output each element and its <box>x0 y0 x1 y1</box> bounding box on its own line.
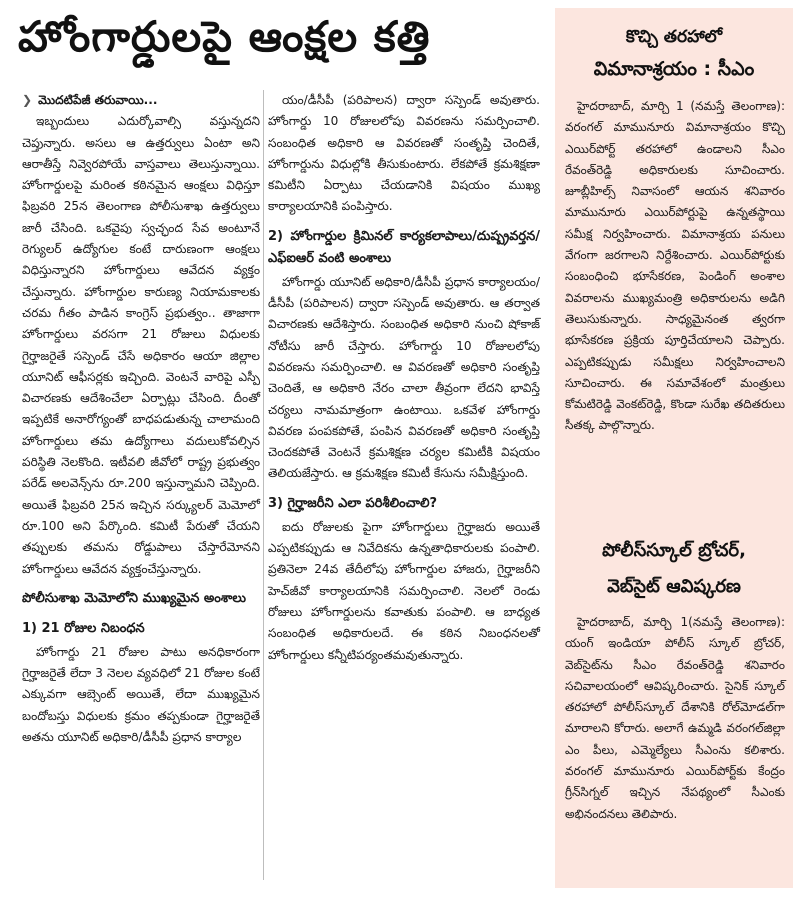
continued-kicker <box>22 90 260 111</box>
article-paragraph: యం/డీసీపీ (పరిపాలన) ద్వారా సస్పెండ్ అవుతారు. హోంగార్డు 10 రోజులలోపు వివరణను సమర్పించాలి. సంబంధిత అధికారి ఆ వివరణతో సంతృప్తి చెందితే, హోంగార్డును విధుల్లోకి తీసుకుంటారు. లేకపోతే క్రమశిక్షణా కమిటీని ఏర్పాటు చేయడానికి విషయం ముఖ్య కార్యాలయానికి పంపిస్తారు. <box>268 93 540 214</box>
article-paragraph: ఐదు రోజులకు పైగా హోంగార్డులు గైర్హాజరు అయితే ఎప్పటికప్పుడు ఆ నివేదికను ఉన్నతాధికారులకు పంపాలి. ప్రతినెలా 24వ తేదీలోపు హోంగార్డుల హాజరు, గైర్హాజరీని హెచ్‌జీవో కార్యాలయానికి సమర్పించాలి. నెలలో రెండు రోజులు హోంగార్డులను కవాతుకు పంపాలి. ఆ బాధ్యత సంబంధిత అధికారులదే. ఈ కఠిన నిబంధనలతో హోంగార్డులు కన్నీటిపర్యంతమవుతున్నారు. <box>268 519 540 662</box>
sidebar-box <box>555 8 793 888</box>
kicker-text: మొదటిపేజీ తరువాయి... <box>38 93 158 107</box>
sidebar-story1-headline-line1: కొచ్చి తరహాలో <box>625 27 723 47</box>
article-paragraph: ఇబ్బందులు ఎదుర్కోవాల్సి వస్తున్నదని చెప్తున్నారు. అసలు ఆ ఉత్తర్వులు ఏంటా అని ఆరాతీస్తే నివ్వెరపోయే వాస్తవాలు తెలుస్తున్నాయి. హోంగార్డులపై మరింత కఠినమైన ఆంక్షలు విధిస్తూ ఫిబ్రవరి 25న తెలంగాణ పోలీసుశాఖ ఉత్తర్వులు జారీ చేసింది. ఒకవైపు స్వచ్ఛంద సేవ అంటూనే రెగ్యులర్ ఉద్యోగుల కంటే దారుణంగా ఆంక్షలు విధిస్తున్నారని హోంగార్డులు ఆవేదన వ్యక్తం చేస్తున్నారు. హోంగార్డుల కారుణ్య నియామకాలకు చరమ గీతం పాడిన కాంగ్రెస్ ప్రభుత్వం.. తాజాగా హోంగార్డులు వరసగా 21 రోజులు విధులకు గైర్హాజరైతే సస్పెండ్ చేసే అధికారం ఆయా జిల్లాల యూనిట్ ఆఫీసర్లకు ఇచ్చింది. వెంటనే వారిపై ఎస్పీ విచారణకు ఆదేశించేలా ఏర్పాట్లు చేసింది. దీంతో ఇప్పటికే అనారోగ్యంతో బాధపడుతున్న చాలామంది హోంగార్డులు తమ ఉద్యోగాలు వదులుకోవల్సిన పరిస్థితి నెలకొంది. ఇటీవలి జీవోలో రాష్ట్ర ప్రభుత్వం పరేడ్ అలవెన్స్‌ను రూ.200 ఇస్తున్నామని చెప్పింది. అయితే ఫిబ్రవరి 25న ఇచ్చిన సర్క్యులర్ మెమోలో రూ.100 అని పేర్కొంది. కమిటీ పేరుతో చేయని తప్పులకు తమను రోడ్డుపాలు చేస్తారేమోనని హోంగార్డులు ఆవేదన వ్యక్తంచేస్తున్నారు. <box>22 114 260 576</box>
sidebar-story1-headline-line2: విమానాశ్రయం : సీఎం <box>593 58 755 80</box>
headline: హోంగార్డులపై ఆంక్షల కత్తి <box>18 12 431 61</box>
article-column-1 <box>22 90 260 748</box>
sidebar-paragraph: హైదరాబాద్, మార్చి 1(నమస్తే తెలంగాణ): యంగ్ ఇండియా పోలీస్ స్కూల్ బ్రోచర్, వెబ్‌సైట్‌ను సీఎం రేవంత్‌రెడ్డి శనివారం సచివాలయంలో ఆవిష్కరించారు. సైనిక్ స్కూల్ తరహాలో పోలీస్‌స్కూల్ దేశానికి రోల్‌మోడల్‌గా మారాలని కోరారు. అలాగే ఉమ్మడి వరంగల్‌జిల్లా ఎం పీలు, ఎమ్మెల్యేలు సీఎంను కలిశారు. వరంగల్ మామునూరు ఎయిర్‌పోర్ట్‌కు కేంద్రం గ్రీన్‌సిగ్నల్ ఇచ్చిన నేపథ్యంలో సీఎంకు అభినందనలు తెలిపారు. <box>565 615 785 821</box>
arrow-icon: ❯ <box>22 93 33 107</box>
article-column-2 <box>268 90 540 666</box>
sidebar-story1-body <box>565 96 785 437</box>
article-paragraph: హోంగార్డు యూనిట్ అధికారి/డీసీపీ ప్రధాన కార్యాలయం/డీసీపీ (పరిపాలన) ద్వారా సస్పెండ్ అవుతారు. ఆ తర్వాత విచారణకు ఆదేశిస్తారు. సంబంధిత అధికారి నుంచి షోకాజ్ నోటీసు జారీ చేస్తారు. హోంగార్డు 10 రోజులలోపు వివరణను సమర్పించాలి. ఆ వివరణతో అధికారి సంతృప్తి చెందితే, ఆ అధికారి నేరం చాలా తీవ్రంగా లేదని భావిస్తే చర్యలు నామమాత్రంగా ఉంటాయి. ఒకవేళ హోంగార్డు వివరణ పంపకపోతే, పంపిన వివరణతో అధికారి సంతృప్తి చెందకపోతే వెంటనే క్రమశిక్షణ చర్యల కమిటీకి విషయం తెలియజేస్తారు. ఆ క్రమశిక్షణ కమిటీ కేసును సమీక్షిస్తుంది. <box>268 274 540 481</box>
section-heading: 2) హోంగార్డుల క్రిమినల్ కార్యకలాపాలు/దుష్ప్రవర్తన/ ఎఫ్ఐఆర్ వంటి అంశాలు <box>268 228 540 266</box>
section-heading: 3) గైర్హాజరీని ఎలా పరిశీలించాలి? <box>268 495 438 511</box>
sidebar-story2-headline-line1: పోలీస్‌స్కూల్ బ్రోచర్, <box>602 540 746 561</box>
column-divider <box>263 90 264 880</box>
sidebar-paragraph: హైదరాబాద్, మార్చి 1 (నమస్తే తెలంగాణ): వరంగల్ మామునూరు విమానాశ్రయం కొచ్చి ఎయిర్‌పోర్ట్ తరహాలో ఉండాలని సీఎం రేవంత్‌రెడ్డి అధికారులకు సూచించారు. జూబ్లీహిల్స్ నివాసంలో ఆయన శనివారం మామునూరు ఎయిర్‌పోర్టుపై ఉన్నతస్థాయి సమీక్ష నిర్వహించారు. విమానాశ్రయ పనులు వేగంగా జరగాలని నిర్దేశించారు. ఎయిర్‌పోర్టుకు సంబంధించి భూసేకరణ, పెండింగ్ అంశాల వివరాలను ముఖ్యమంత్రి అధికారులను అడిగి తెలుసుకున్నారు. సాధ్యమైనంత త్వరగా భూసేకరణ ప్రక్రియ పూర్తిచేయాలని చెప్పారు. ఎప్పటికప్పుడు సమీక్షలు నిర్వహించాలని సూచించారు. ఈ సమావేశంలో మంత్రులు కోమటిరెడ్డి వెంకట్‌రెడ్డి, కొండా సురేఖ తదితరులు సీతక్క పాల్గొన్నారు. <box>565 99 785 433</box>
section-heading: పోలీసుశాఖ మెమోలోని ముఖ్యమైన అంశాలు <box>22 590 247 606</box>
article-paragraph: హోంగార్డు 21 రోజుల పాటు అనధికారంగా గైర్హాజరైతే లేదా 3 నెలల వ్యవధిలో 21 రోజుల కంటే ఎక్కువగా ఆబ్సెంట్ అయితే, లేదా ముఖ్యమైన బందోబస్తు విధులకు క్రమం తప్పకుండా గైర్హాజరైతే అతను యూనిట్ అధికారి/డీసీపీ ప్రధాన కార్యాల <box>22 644 260 745</box>
sidebar-story2-body <box>565 612 785 825</box>
section-heading: 1) 21 రోజుల నిబంధన <box>22 620 145 636</box>
sidebar-story2-headline-line2: వెబ్‌సైట్ ఆవిష్కరణ <box>607 576 741 597</box>
